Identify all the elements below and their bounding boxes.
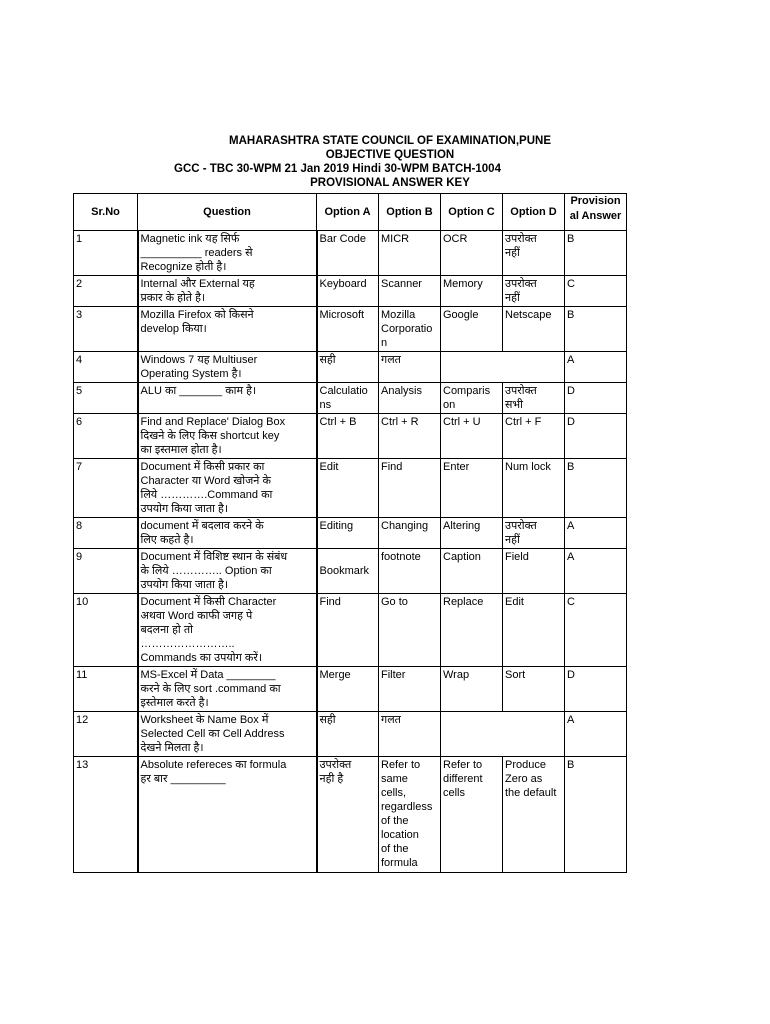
cell-option-c: Enter [441, 459, 503, 518]
cell-option-a: Find [317, 594, 379, 667]
cell-srno: 12 [74, 712, 138, 757]
document-header [150, 134, 630, 190]
cell-option-c: Wrap [441, 667, 503, 712]
cell-option-d: उपरोक्त नहीं [503, 276, 565, 307]
table-row [74, 307, 627, 352]
cell-option-b: Mozilla Corporatio n [379, 307, 441, 352]
cell-option-d: Netscape [503, 307, 565, 352]
cell-option-c: Altering [441, 518, 503, 549]
cell-answer: B [565, 231, 627, 276]
cell-option-b: गलत [379, 352, 441, 383]
cell-srno: 4 [74, 352, 138, 383]
cell-option-c: Refer to different cells [441, 757, 503, 873]
cell-option-b: Analysis [379, 383, 441, 414]
table-row [74, 352, 627, 383]
cell-option-b: footnote [379, 549, 441, 594]
cell-answer: A [565, 518, 627, 549]
table-row [74, 667, 627, 712]
cell-question: document में बदलाव करने के लिए कहते है। [138, 518, 317, 549]
cell-option-c: Comparis on [441, 383, 503, 414]
cell-option-b: Go to [379, 594, 441, 667]
table-row [74, 459, 627, 518]
header-option-d: Option D [503, 194, 565, 231]
exam-details: GCC - TBC 30-WPM 21 Jan 2019 Hindi 30-WPM BATCH-1004 [174, 163, 501, 175]
cell-srno: 6 [74, 414, 138, 459]
cell-option-c: Caption [441, 549, 503, 594]
cell-answer: B [565, 459, 627, 518]
council-title: MAHARASHTRA STATE COUNCIL OF EXAMINATION,PUNE [229, 135, 551, 147]
cell-question: Magnetic ink यह सिर्फ __________ readers से Recognize होती है। [138, 231, 317, 276]
cell-answer: B [565, 757, 627, 873]
table-row [74, 414, 627, 459]
header-provisional-answer: Provision al Answer [565, 194, 627, 231]
cell-srno: 5 [74, 383, 138, 414]
cell-option-a: सही [317, 712, 379, 757]
cell-question: Find and Replace' Dialog Box दिखने के लिए किस shortcut key का इस्तमाल होता है। [138, 414, 317, 459]
cell-option-d: उपरोक्त सभी [503, 383, 565, 414]
cell-option-d: Field [503, 549, 565, 594]
cell-option-d: Sort [503, 667, 565, 712]
cell-option-b: Filter [379, 667, 441, 712]
cell-question: ALU का _______ काम है। [138, 383, 317, 414]
header-option-a: Option A [317, 194, 379, 231]
cell-option-b: Changing [379, 518, 441, 549]
table-row [74, 549, 627, 594]
answer-key-title: PROVISIONAL ANSWER KEY [310, 177, 470, 189]
header-srno: Sr.No [74, 194, 138, 231]
cell-question: Absolute refereces का formula हर बार _________ [138, 757, 317, 873]
header-option-c: Option C [441, 194, 503, 231]
table-row [74, 518, 627, 549]
cell-option-d: Num lock [503, 459, 565, 518]
cell-answer: A [565, 549, 627, 594]
cell-question: Document में किसी Character अथवा Word काफी जगह पे बदलना हो तो …………………….. Commands का उपयोग करें। [138, 594, 317, 667]
cell-srno: 2 [74, 276, 138, 307]
table-row [74, 383, 627, 414]
cell-option-d: उपरोक्त नहीं [503, 231, 565, 276]
cell-question: Document में किसी प्रकार का Character या Word खोजने के लिये ………….Command का उपयोग किया जाता है। [138, 459, 317, 518]
cell-option-c [441, 352, 565, 383]
cell-answer: C [565, 276, 627, 307]
cell-question: Internal और External यह प्रकार के होते है। [138, 276, 317, 307]
cell-option-b: Refer to same cells, regardless of the location of the formula [379, 757, 441, 873]
cell-option-a: Edit [317, 459, 379, 518]
header-question: Question [138, 194, 317, 231]
cell-srno: 13 [74, 757, 138, 873]
cell-option-b: Scanner [379, 276, 441, 307]
cell-option-c [441, 712, 565, 757]
cell-option-a: Bar Code [317, 231, 379, 276]
cell-answer: D [565, 414, 627, 459]
table-row [74, 276, 627, 307]
cell-option-c: OCR [441, 231, 503, 276]
cell-option-b: Find [379, 459, 441, 518]
cell-srno: 7 [74, 459, 138, 518]
cell-option-a: Editing [317, 518, 379, 549]
cell-option-a: Microsoft [317, 307, 379, 352]
cell-option-a: Merge [317, 667, 379, 712]
cell-option-a: Ctrl + B [317, 414, 379, 459]
cell-srno: 8 [74, 518, 138, 549]
cell-option-b: गलत [379, 712, 441, 757]
cell-option-a: Bookmark [317, 549, 379, 594]
cell-option-a: उपरोक्त नही है [317, 757, 379, 873]
cell-answer: C [565, 594, 627, 667]
cell-option-c: Memory [441, 276, 503, 307]
cell-option-c: Ctrl + U [441, 414, 503, 459]
cell-option-d: Produce Zero as the default [503, 757, 565, 873]
cell-srno: 11 [74, 667, 138, 712]
cell-option-b: MICR [379, 231, 441, 276]
cell-srno: 3 [74, 307, 138, 352]
table-row [74, 231, 627, 276]
cell-option-d: उपरोक्त नहीं [503, 518, 565, 549]
question-type: OBJECTIVE QUESTION [325, 149, 455, 161]
table-row [74, 757, 627, 873]
cell-question: MS-Excel में Data ________ करने के लिए sort .command का इस्तेमाल करते है। [138, 667, 317, 712]
table-row [74, 712, 627, 757]
cell-answer: D [565, 667, 627, 712]
header-option-b: Option B [379, 194, 441, 231]
cell-option-a: सही [317, 352, 379, 383]
cell-question: Mozilla Firefox को किसने develop किया। [138, 307, 317, 352]
cell-option-b: Ctrl + R [379, 414, 441, 459]
cell-option-a: Calculatio ns [317, 383, 379, 414]
cell-answer: D [565, 383, 627, 414]
cell-option-c: Replace [441, 594, 503, 667]
cell-option-a: Keyboard [317, 276, 379, 307]
cell-srno: 1 [74, 231, 138, 276]
cell-option-d: Ctrl + F [503, 414, 565, 459]
cell-answer: B [565, 307, 627, 352]
table-header-row [74, 194, 627, 231]
cell-answer: A [565, 352, 627, 383]
cell-option-c: Google [441, 307, 503, 352]
cell-srno: 9 [74, 549, 138, 594]
answer-key-table [73, 193, 627, 873]
cell-option-d: Edit [503, 594, 565, 667]
cell-question: Document में विशिष्ट स्थान के संबंध के लिये ………….. Option का उपयोग किया जाता है। [138, 549, 317, 594]
cell-question: Windows 7 यह Multiuser Operating System है। [138, 352, 317, 383]
table-row [74, 594, 627, 667]
cell-question: Worksheet के Name Box में Selected Cell का Cell Address देखने मिलता है। [138, 712, 317, 757]
cell-srno: 10 [74, 594, 138, 667]
cell-answer: A [565, 712, 627, 757]
